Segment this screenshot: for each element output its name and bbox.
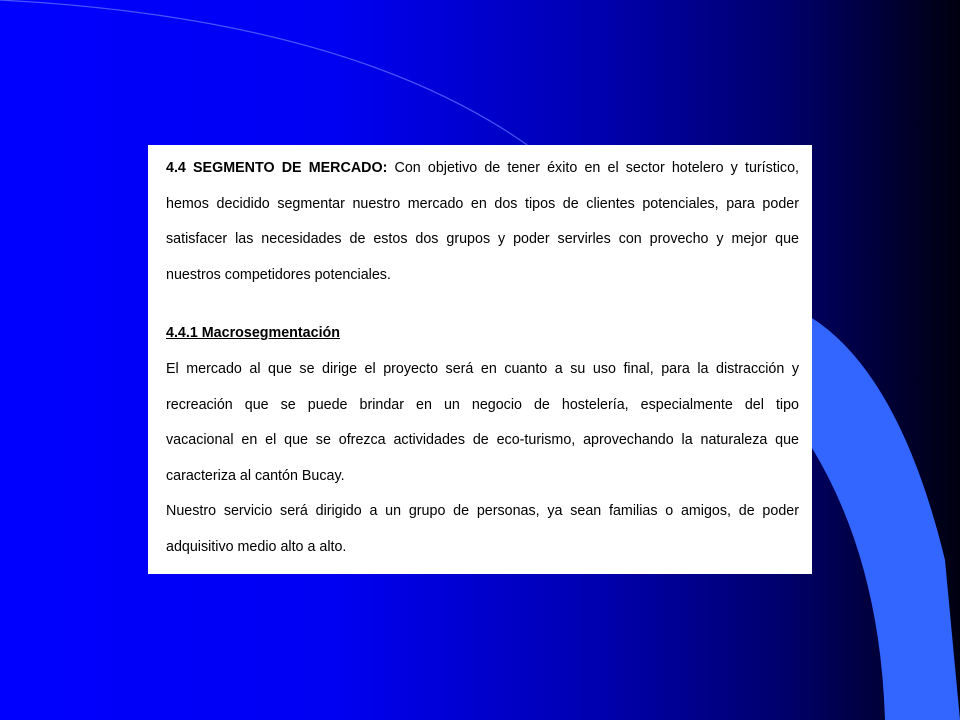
intro-line [166, 151, 799, 187]
intro-line: hemos decidido segmentar nuestro mercado en dos tipos de clientes potenciales, para poder [166, 195, 799, 212]
intro-heading: 4.4 SEGMENTO DE MERCADO: [166, 160, 388, 176]
intro-line-1-text: Con objetivo de tener éxito en el sector hotelero y turístico, [387, 160, 799, 176]
section-line: caracteriza al cantón Bucay. [166, 467, 345, 484]
section-line: El mercado al que se dirige el proyecto será en cuanto a su uso final, para la distracción y [166, 360, 799, 377]
section-heading: 4.4.1 Macrosegmentación [166, 325, 341, 342]
section-line: Nuestro servicio será dirigido a un grupo de personas, ya sean familias o amigos, de poder [166, 503, 799, 520]
section-line: adquisitivo medio alto a alto. [166, 538, 347, 555]
section-line: vacacional en el que se ofrezca actividades de eco-turismo, aprovechando la naturaleza que [166, 432, 799, 449]
intro-line: nuestros competidores potenciales. [166, 266, 391, 283]
background-accent-shape [812, 318, 960, 720]
intro-line: satisfacer las necesidades de estos dos grupos y poder servirles con provecho y mejor que [166, 231, 799, 248]
section-line: recreación que se puede brindar en un negocio de hostelería, especialmente del tipo [166, 396, 799, 413]
document-excerpt [148, 145, 812, 574]
